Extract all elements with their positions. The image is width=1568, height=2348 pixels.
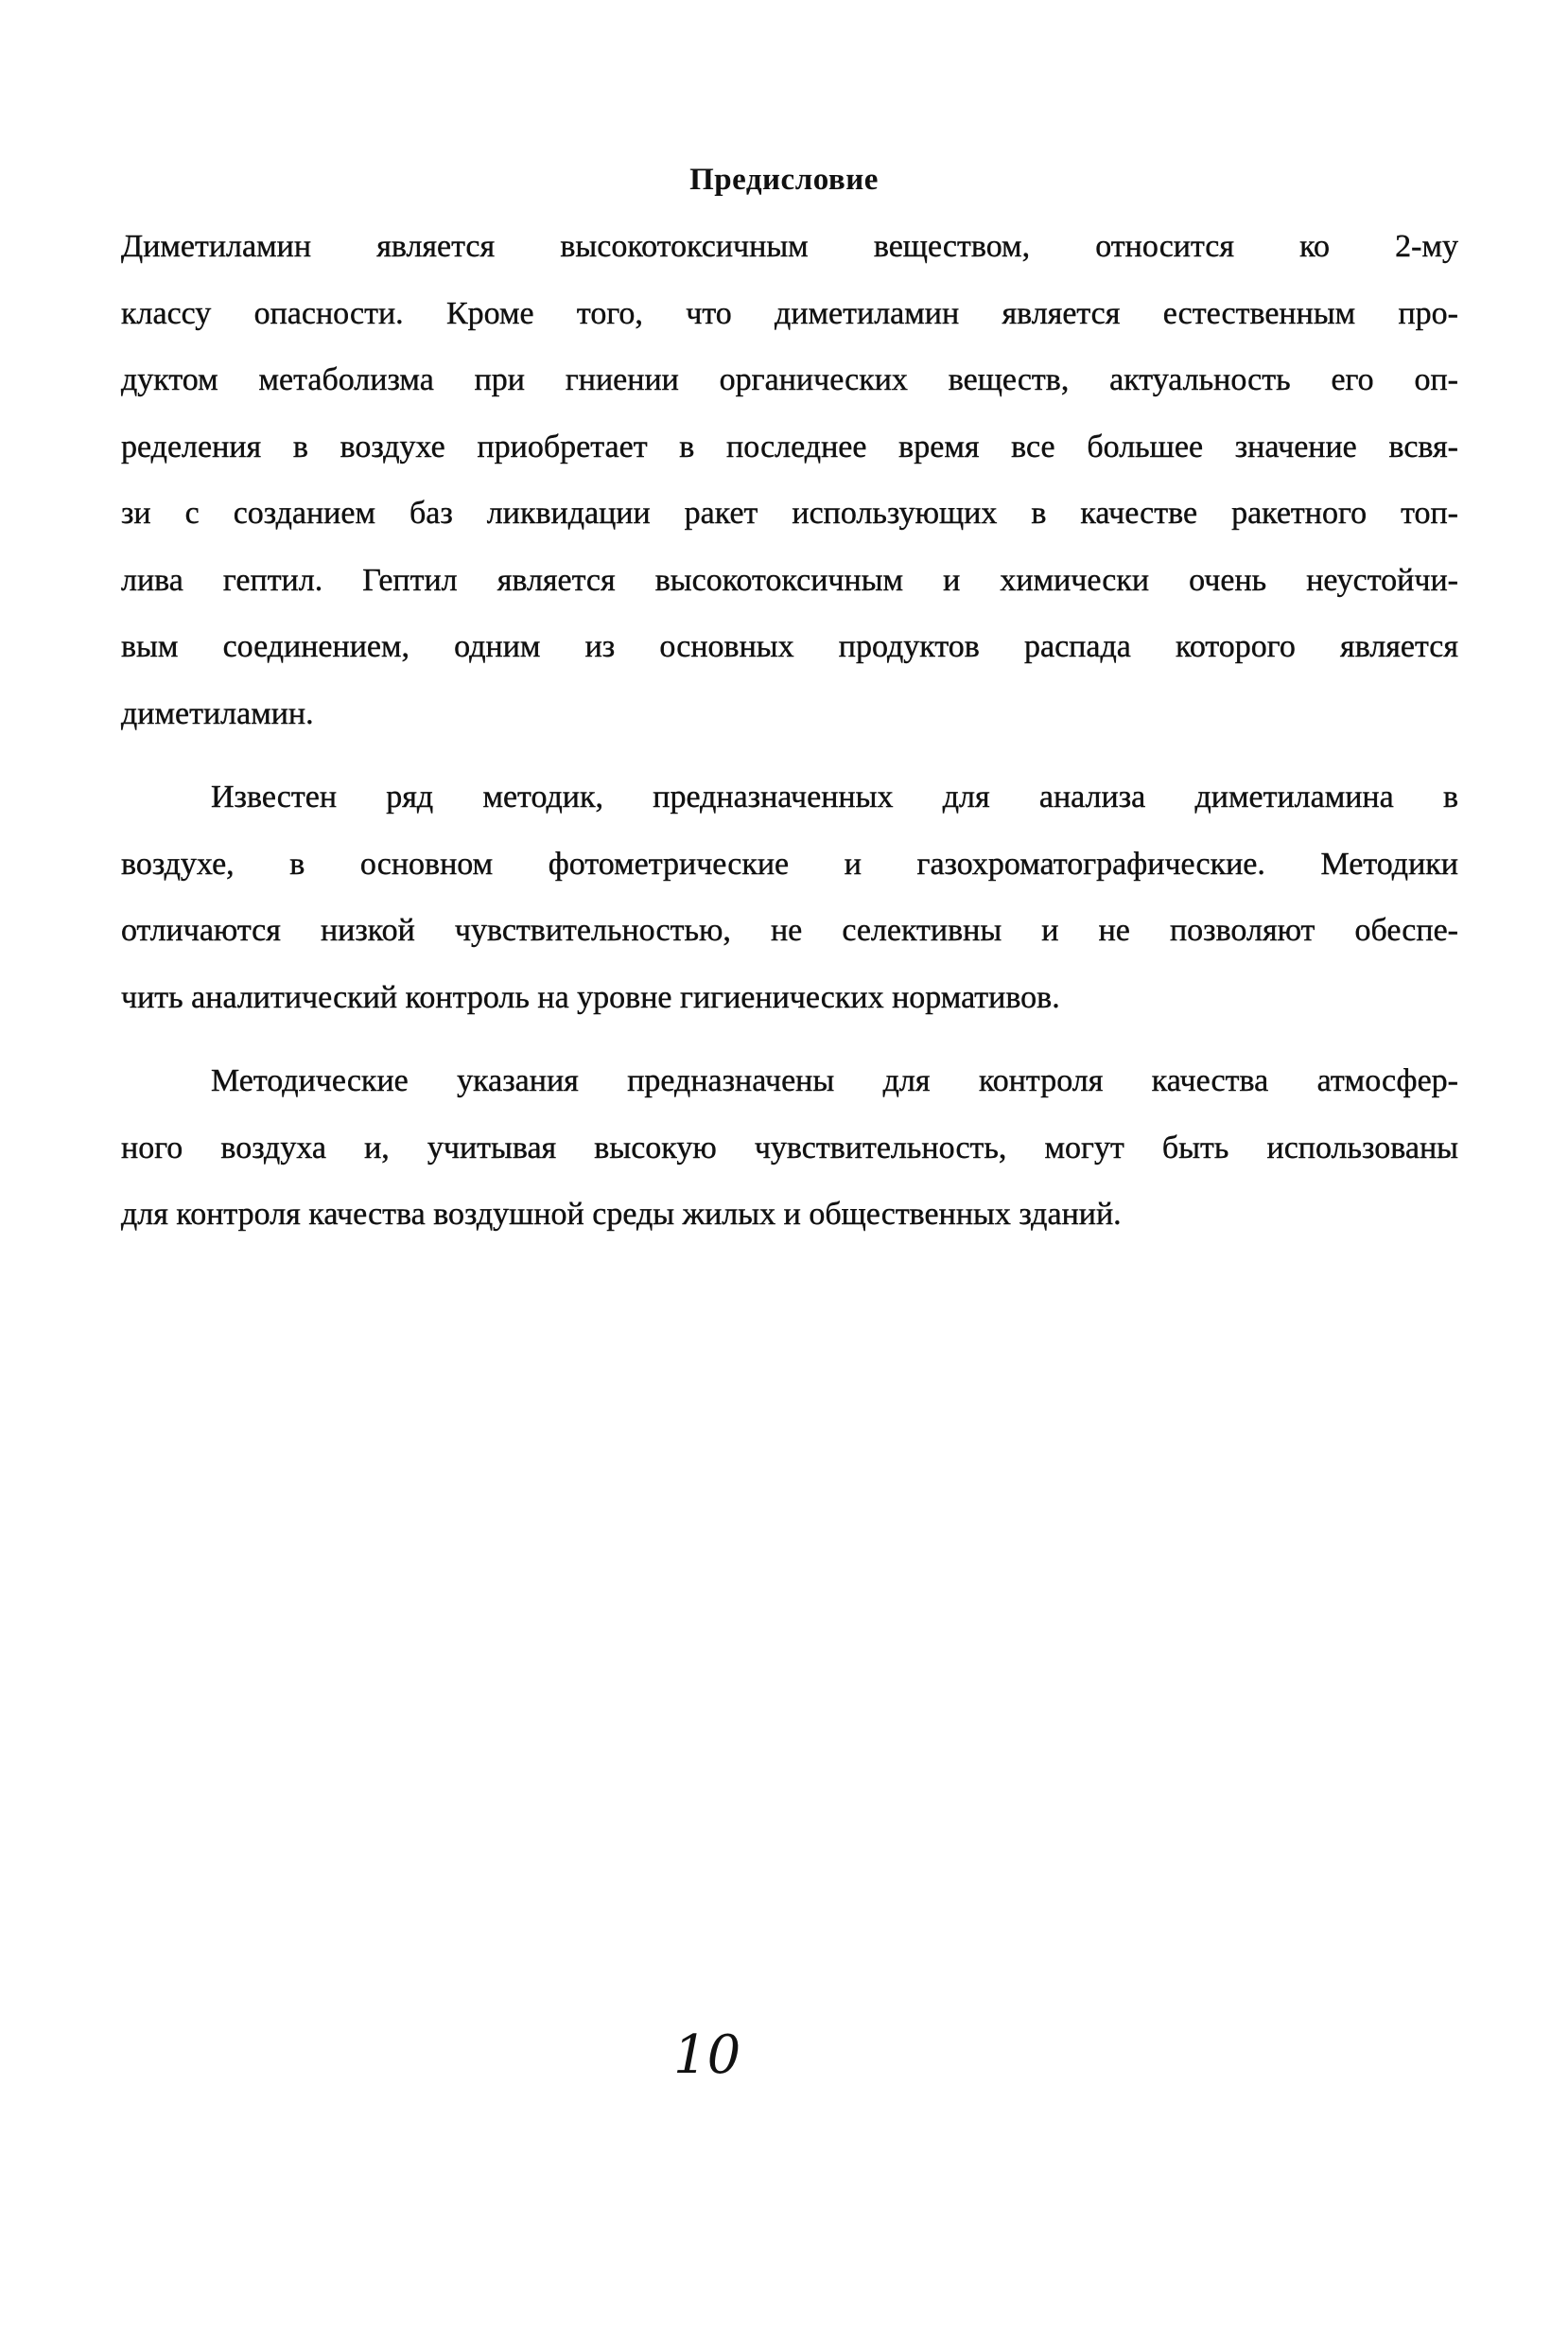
text-line: зи с созданием баз ликвидации ракет использующих в качестве ракетного топ-: [121, 496, 1458, 531]
paragraph-3: [121, 1054, 1458, 1254]
text-line: чить аналитический контроль на уровне гигиенических нормативов.: [121, 979, 1060, 1015]
text-line: отличаются низкой чувствительностью, не селективны и не позволяют обеспе-: [121, 913, 1458, 948]
text-line: дуктом метаболизма при гниении органических веществ, актуальность его оп-: [121, 362, 1458, 397]
handwritten-page-number: 10: [673, 2024, 741, 2086]
paragraph-2: [121, 770, 1458, 1037]
text-line: ределения в воздухе приобретает в последнее время все большее значение всвя-: [121, 429, 1458, 464]
text-line: вым соединением, одним из основных продуктов распада которого является: [121, 629, 1458, 664]
text-line: Известен ряд методик, предназначенных для анализа диметиламина в: [211, 780, 1458, 815]
text-line: ного воздуха и, учитывая высокую чувствительность, могут быть использованы: [121, 1130, 1458, 1165]
text-line: лива гептил. Гептил является высокотоксичным и химически очень неустойчи-: [121, 562, 1458, 598]
text-line: классу опасности. Кроме того, что диметиламин является естественным про-: [121, 295, 1458, 331]
page-title: Предисловие: [689, 163, 879, 197]
text-line: Диметиламин является высокотоксичным веществом, относится ко 2-му: [121, 229, 1458, 264]
text-line: диметиламин.: [121, 695, 314, 731]
paragraph-1: [121, 219, 1458, 753]
text-line: для контроля качества воздушной среды жилых и общественных зданий.: [121, 1197, 1122, 1232]
document-body: [121, 219, 1458, 1254]
text-line: Методические указания предназначены для контроля качества атмосфер-: [211, 1063, 1458, 1098]
text-line: воздухе, в основном фотометрические и газохроматографические. Методики: [121, 846, 1458, 882]
